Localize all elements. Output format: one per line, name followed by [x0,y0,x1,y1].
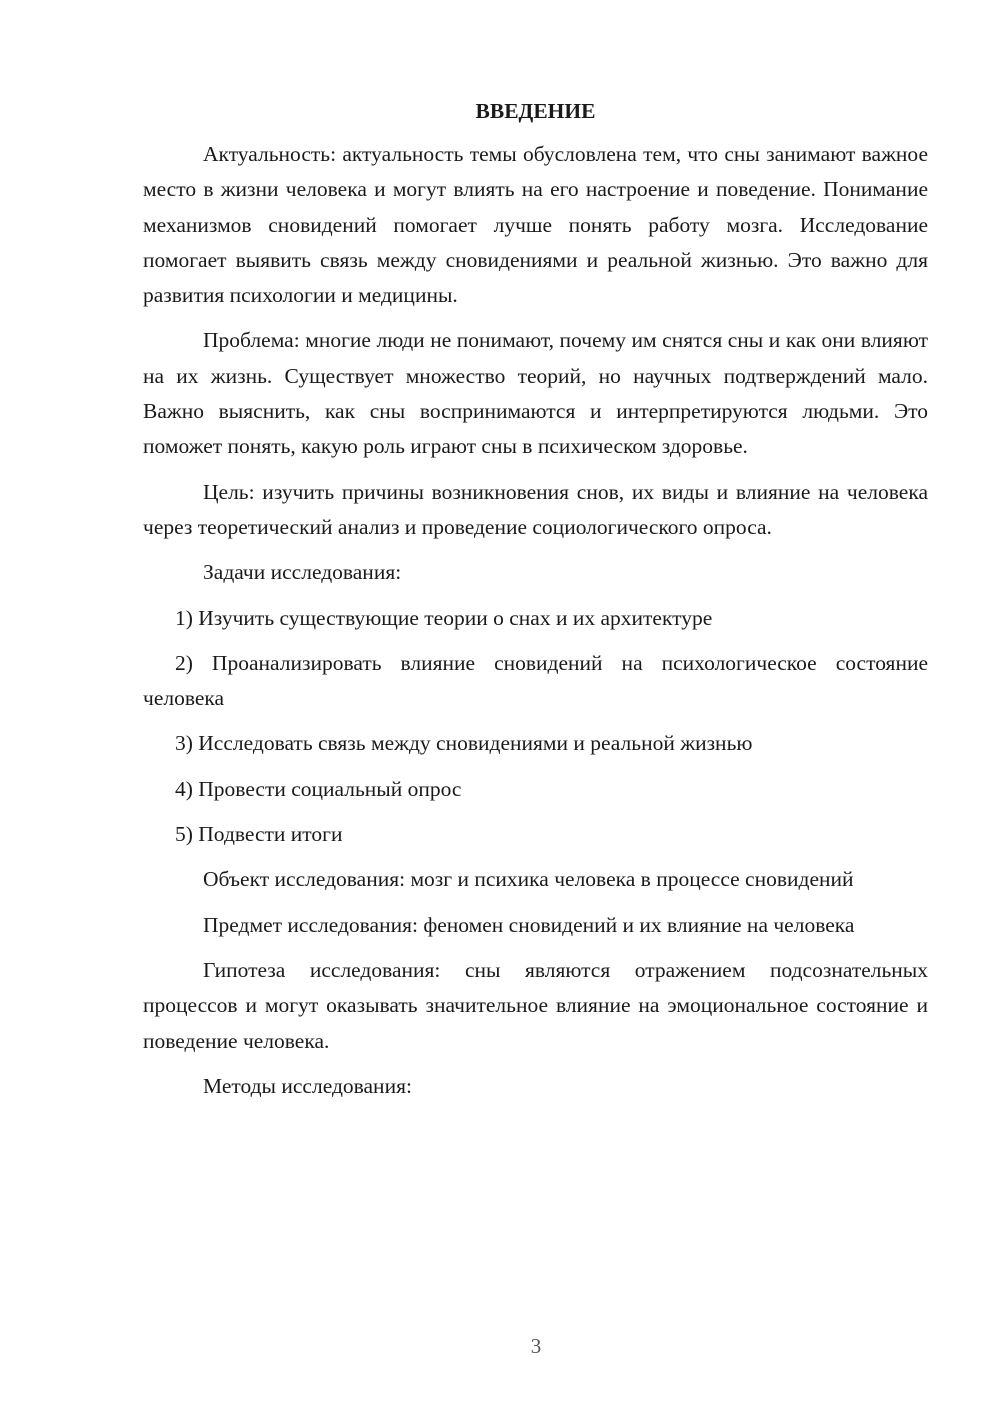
problem-paragraph: Проблема: многие люди не понимают, почему им снятся сны и как они влияют на их жизнь. Существует множество теорий, но научных подтверждений мало. Важно выяснить, как сны воспринимаются и интерпретируются людьми. Это поможет понять, какую роль играют сны в психическом здоровье. [143,328,928,459]
methods-heading: Методы исследования: [203,1073,412,1098]
task-item-1: 1) Изучить существующие теории о снах и их архитектуре [175,605,713,630]
tasks-heading: Задачи исследования: [203,560,402,585]
hypothesis-paragraph: Гипотеза исследования: сны являются отражением подсознательных процессов и могут оказывать значительное влияние на эмоциональное состояние и поведение человека. [143,957,928,1053]
task-item-2: 2) Проанализировать влияние сновидений на психологическое состояние человека [143,650,928,711]
task-item-5: 5) Подвести итоги [175,822,343,847]
task-item-3: 3) Исследовать связь между сновидениями и реальной жизнью [175,731,753,756]
section-title: ВВЕДЕНИЕ [475,99,596,123]
task-item-4: 4) Провести социальный опрос [175,776,462,801]
goal-paragraph: Цель: изучить причины возникновения снов, их виды и влияние на человека через теоретический анализ и проведение социологического опроса. [143,479,928,539]
relevance-paragraph: Актуальность: актуальность темы обусловлена тем, что сны занимают важное место в жизни человека и могут влиять на его настроение и поведение. Понимание механизмов сновидений помогает лучше понять работу мозга. Исследование помогает выявить связь между сновидениями и реальной жизнью. Это важно для развития психологии и медицины. [143,142,928,308]
page-number: 3 [530,1334,542,1358]
subject-paragraph: Предмет исследования: феномен сновидений и их влияние на человека [203,912,855,937]
object-paragraph: Объект исследования: мозг и психика человека в процессе сновидений [203,867,854,892]
page-content [143,96,928,1114]
